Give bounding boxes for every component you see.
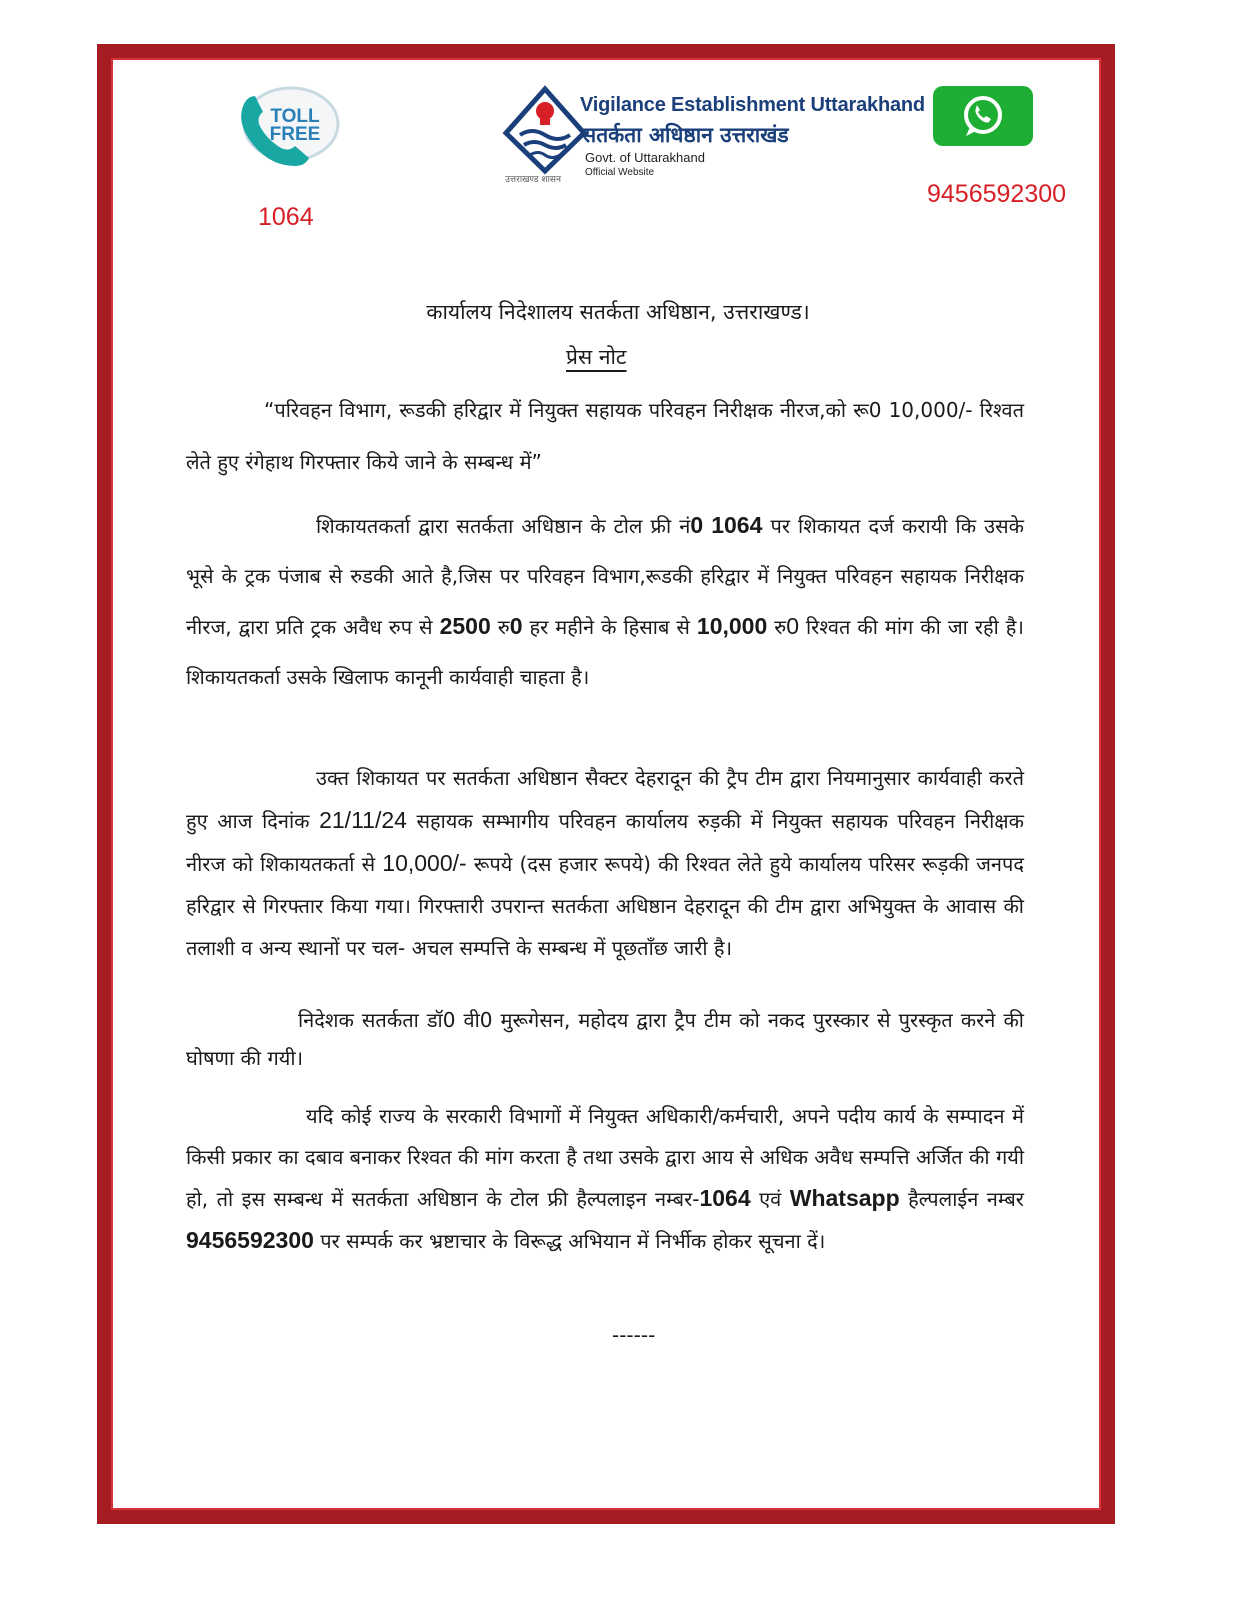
whatsapp-number: 9456592300 <box>927 180 1067 208</box>
org-name-hindi: सतर्कता अधिष्ठान उत्तराखंड <box>582 123 789 147</box>
p2-text-e: रूपये (दस हजार रूपये) की रिश्वत लेते हुये कार्यालय परिसर रूड़की जनपद हरिद्वार से गिरफ्तार किया गया। गिरफ्तारी उपरान्त सतर्कता अधिष्ठान देहरादून की टीम द्वारा अभियुक्त के आवास की तलाशी व अन्य स्थानों पर चल- अचल सम्पत्ति के सम्बन्ध में पूछताँछ जारी है। <box>186 852 1024 960</box>
press-note-heading: प्रेस नोट <box>566 345 627 369</box>
paragraph-appeal <box>186 1096 1024 1262</box>
p4-whatsapp-number: 9456592300 <box>186 1227 314 1253</box>
p1-zero-2: 0 <box>786 613 800 639</box>
p1-tollfree-number: 0 1064 <box>690 512 763 538</box>
p2-text-c: सहायक सम्भागीय परिवहन कार्यालय रुड़की में नियुक्त सहायक परिवहन निरीक्षक नीरज को शिकायतकर्ता से <box>186 809 1024 876</box>
p1-text-e: रु <box>490 615 510 639</box>
p4-tollfree-number: 1064 <box>699 1185 751 1211</box>
p1-text-i: रु <box>767 615 787 639</box>
logo-caption: उत्तराखण्ड शासन <box>505 175 562 185</box>
toll-free-text-2: FREE <box>269 124 321 145</box>
p4-text-a: यदि कोई राज्य के सरकारी विभागों में नियुक्त अधिकारी/कर्मचारी, अपने पदीय कार्य के सम्पादन में किसी प्रकार का दबाव बनाकर रिश्वत की मांग करता है तथा उसके द्वारा आय से अधिक अवैध सम्पत्ति अर्जित की गयी हो, तो इस सम्बन्ध में सतर्कता अधिष्ठान के टोल फ्री हैल्पलाइन नम्बर- <box>186 1104 1024 1211</box>
p1-text-c: पर शिकायत दर्ज करायी कि उसके भूसे के ट्रक पंजाब से रुडकी आते है,जिस पर परिवहन विभाग,रूडकी हरिद्वार में नियुक्त परिवहन सहायक निरीक्षक नीरज, द्वारा प्रति ट्रक अवैध रुप से <box>186 514 1024 639</box>
p1-amount-monthly: 10,000 <box>696 613 768 639</box>
paragraph-arrest <box>186 757 1024 969</box>
vigilance-emblem-icon <box>500 85 590 185</box>
p4-text-g: पर सम्पर्क कर भ्रष्टाचार के विरूद्ध अभियान में निर्भीक होकर सूचना दें। <box>313 1229 826 1253</box>
p2-date: 21/11/24 <box>319 807 407 833</box>
p1-text-g: हर महीने के हिसाब से <box>522 615 697 639</box>
org-name-english: Vigilance Establishment Uttarakhand <box>580 94 925 116</box>
p2-amount: 10,000/- <box>382 850 467 876</box>
p4-whatsapp-word: Whatsapp <box>789 1185 900 1211</box>
toll-free-phone-icon <box>225 80 345 172</box>
toll-free-text-1: TOLL <box>270 106 320 127</box>
end-divider: ------ <box>612 1323 656 1347</box>
office-title: कार्यालय निदेशालय सतर्कता अधिष्ठान, उत्तराखण्ड। <box>426 300 810 324</box>
p1-amount-per-truck: 2500 <box>439 613 491 639</box>
p2-text-a: उक्त शिकायत पर सतर्कता अधिष्ठान सैक्टर देहरादून की ट्रैप टीम द्वारा नियमानुसार कार्यवाही करते हुए आज दिनांक <box>186 766 1024 833</box>
paragraph-reward: निदेशक सतर्कता डॉ0 वी0 मुरूगेसन, महोदय द्वारा ट्रैप टीम को नकद पुरस्कार से पुरस्कृत करने की घोषणा की गयी। <box>186 1008 1024 1070</box>
official-website-label: Official Website <box>585 167 655 178</box>
p1-zero-1: 0 <box>509 613 523 639</box>
whatsapp-icon <box>933 86 1033 146</box>
p4-text-e: हैल्पलाईन नम्बर <box>899 1187 1024 1211</box>
paragraph-complaint <box>186 500 1024 702</box>
toll-free-number: 1064 <box>258 203 314 231</box>
subject-line: “परिवहन विभाग, रूडकी हरिद्वार में नियुक्त सहायक परिवहन निरीक्षक नीरज,को रू0 10,000/- रिश्वत लेते हुए रंगेहाथ गिरफ्तार किये जाने के सम्बन्ध में” <box>186 398 1024 474</box>
p4-text-c: एवं <box>750 1187 790 1211</box>
govt-label: Govt. of Uttarakhand <box>585 150 705 165</box>
p1-text-a: शिकायतकर्ता द्वारा सतर्कता अधिष्ठान के टोल फ्री नं <box>316 514 691 538</box>
p1-text-k: रिश्वत की मांग की जा रही है। शिकायतकर्ता उसके खिलाफ कानूनी कार्यवाही चाहता है। <box>186 615 1025 689</box>
